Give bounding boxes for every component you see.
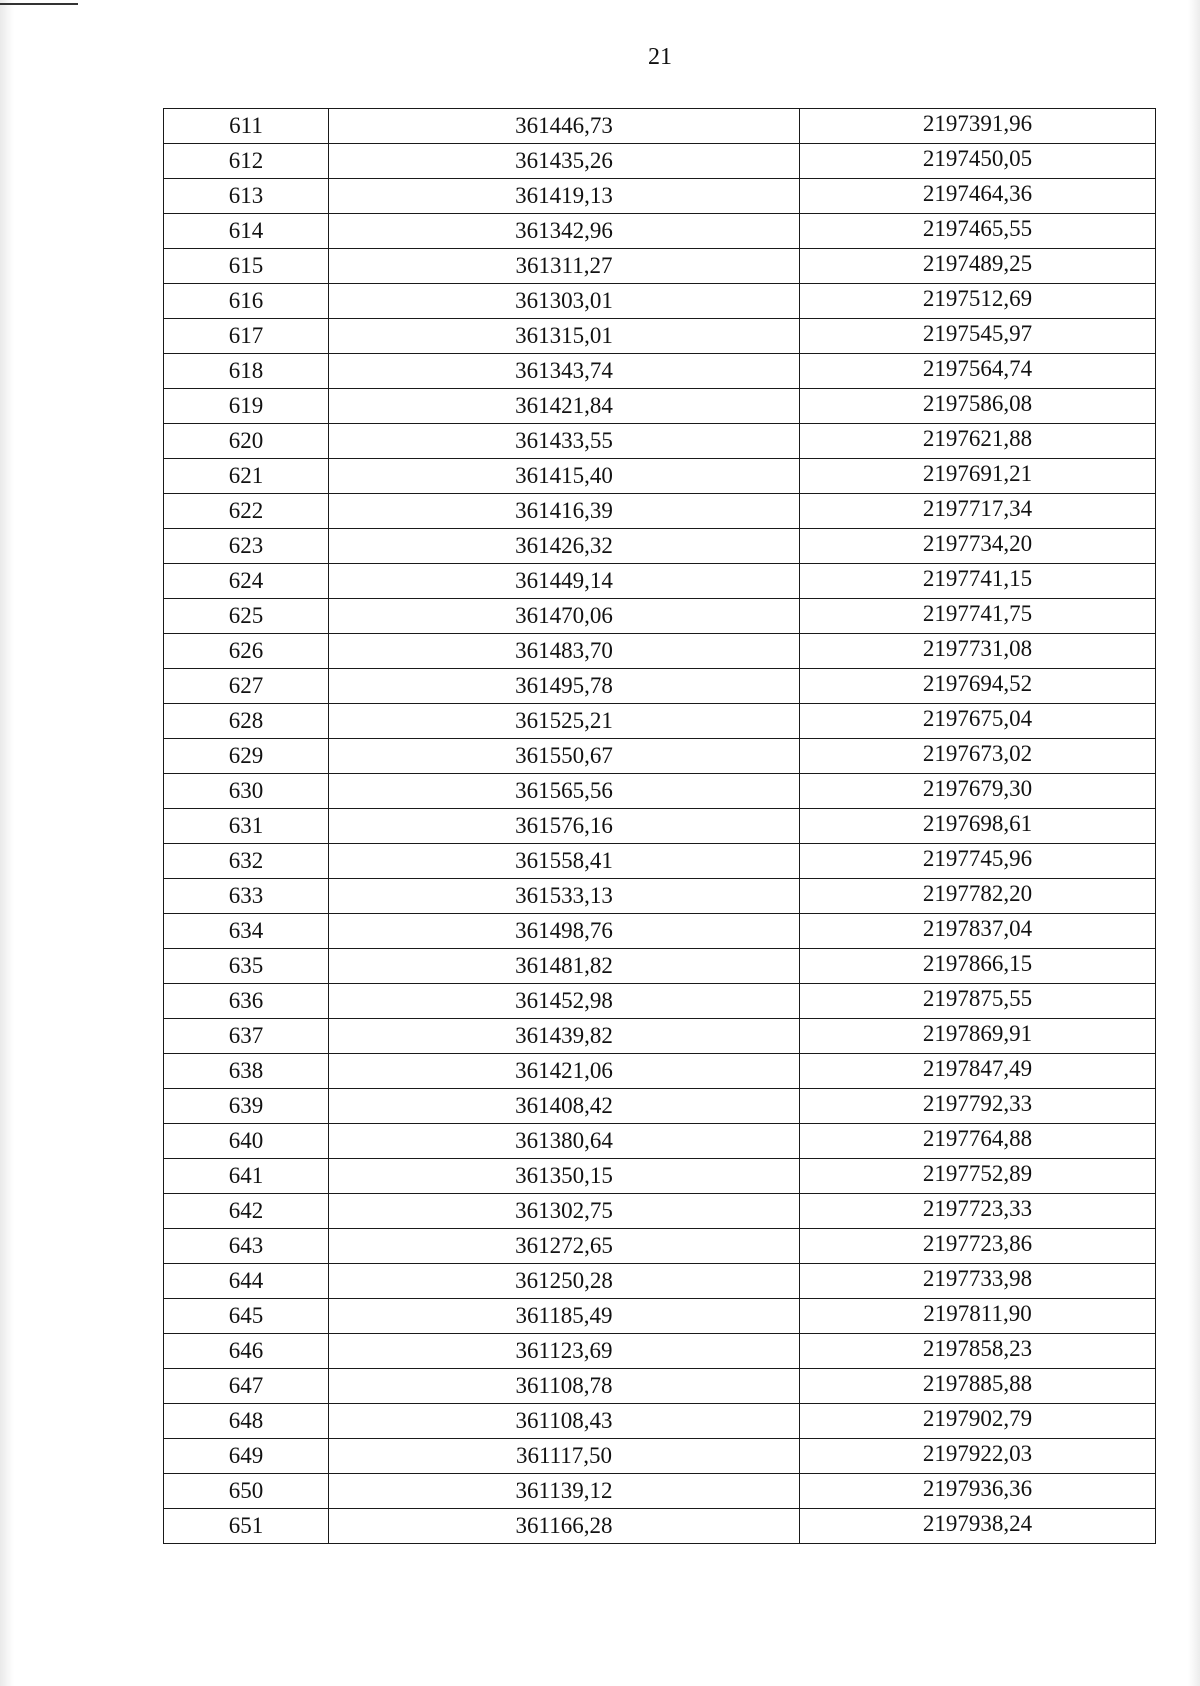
point-number-cell: 645 (164, 1299, 329, 1334)
table-row (164, 529, 1156, 564)
table-row (164, 1159, 1156, 1194)
x-coordinate-cell: 361311,27 (329, 249, 800, 284)
table-row (164, 1124, 1156, 1159)
table-row (164, 284, 1156, 319)
point-number-cell: 620 (164, 424, 329, 459)
y-coordinate-cell: 2197731,08 (800, 634, 1156, 669)
x-coordinate-cell: 361343,74 (329, 354, 800, 389)
x-coordinate-cell: 361565,56 (329, 774, 800, 809)
point-number-cell: 630 (164, 774, 329, 809)
x-coordinate-cell: 361483,70 (329, 634, 800, 669)
y-coordinate-cell: 2197741,15 (800, 564, 1156, 599)
scan-edge-right (1188, 0, 1200, 1686)
x-coordinate-cell: 361416,39 (329, 494, 800, 529)
x-coordinate-cell: 361550,67 (329, 739, 800, 774)
point-number-cell: 626 (164, 634, 329, 669)
y-coordinate-cell: 2197391,96 (800, 109, 1156, 144)
table-row (164, 389, 1156, 424)
x-coordinate-cell: 361108,78 (329, 1369, 800, 1404)
point-number-cell: 638 (164, 1054, 329, 1089)
point-number-cell: 613 (164, 179, 329, 214)
x-coordinate-cell: 361415,40 (329, 459, 800, 494)
x-coordinate-cell: 361426,32 (329, 529, 800, 564)
point-number-cell: 623 (164, 529, 329, 564)
table-row (164, 1089, 1156, 1124)
x-coordinate-cell: 361439,82 (329, 1019, 800, 1054)
x-coordinate-cell: 361452,98 (329, 984, 800, 1019)
table-row (164, 809, 1156, 844)
point-number-cell: 618 (164, 354, 329, 389)
table-row (164, 879, 1156, 914)
x-coordinate-cell: 361470,06 (329, 599, 800, 634)
x-coordinate-cell: 361558,41 (329, 844, 800, 879)
x-coordinate-cell: 361421,84 (329, 389, 800, 424)
y-coordinate-cell: 2197621,88 (800, 424, 1156, 459)
y-coordinate-cell: 2197922,03 (800, 1439, 1156, 1474)
y-coordinate-cell: 2197858,23 (800, 1334, 1156, 1369)
x-coordinate-cell: 361433,55 (329, 424, 800, 459)
point-number-cell: 636 (164, 984, 329, 1019)
table-row (164, 774, 1156, 809)
point-number-cell: 627 (164, 669, 329, 704)
point-number-cell: 616 (164, 284, 329, 319)
table-row (164, 634, 1156, 669)
y-coordinate-cell: 2197586,08 (800, 389, 1156, 424)
corner-mark (0, 3, 78, 5)
y-coordinate-cell: 2197902,79 (800, 1404, 1156, 1439)
y-coordinate-cell: 2197698,61 (800, 809, 1156, 844)
scan-edge-left (0, 0, 14, 1686)
x-coordinate-cell: 361272,65 (329, 1229, 800, 1264)
table-row (164, 704, 1156, 739)
table-row (164, 1439, 1156, 1474)
table-row (164, 1194, 1156, 1229)
page-number: 21 (648, 44, 672, 70)
x-coordinate-cell: 361315,01 (329, 319, 800, 354)
table-row (164, 494, 1156, 529)
table-row (164, 354, 1156, 389)
y-coordinate-cell: 2197694,52 (800, 669, 1156, 704)
x-coordinate-cell: 361481,82 (329, 949, 800, 984)
x-coordinate-cell: 361123,69 (329, 1334, 800, 1369)
y-coordinate-cell: 2197745,96 (800, 844, 1156, 879)
point-number-cell: 625 (164, 599, 329, 634)
table-row (164, 1054, 1156, 1089)
table-row (164, 249, 1156, 284)
x-coordinate-cell: 361108,43 (329, 1404, 800, 1439)
x-coordinate-cell: 361576,16 (329, 809, 800, 844)
point-number-cell: 624 (164, 564, 329, 599)
x-coordinate-cell: 361117,50 (329, 1439, 800, 1474)
point-number-cell: 651 (164, 1509, 329, 1544)
y-coordinate-cell: 2197464,36 (800, 179, 1156, 214)
y-coordinate-cell: 2197512,69 (800, 284, 1156, 319)
x-coordinate-cell: 361495,78 (329, 669, 800, 704)
x-coordinate-cell: 361342,96 (329, 214, 800, 249)
point-number-cell: 641 (164, 1159, 329, 1194)
y-coordinate-cell: 2197734,20 (800, 529, 1156, 564)
table-row (164, 319, 1156, 354)
table-row (164, 214, 1156, 249)
point-number-cell: 635 (164, 949, 329, 984)
y-coordinate-cell: 2197489,25 (800, 249, 1156, 284)
y-coordinate-cell: 2197741,75 (800, 599, 1156, 634)
table-row (164, 949, 1156, 984)
point-number-cell: 612 (164, 144, 329, 179)
y-coordinate-cell: 2197866,15 (800, 949, 1156, 984)
table-row (164, 109, 1156, 144)
y-coordinate-cell: 2197869,91 (800, 1019, 1156, 1054)
table-row (164, 739, 1156, 774)
point-number-cell: 643 (164, 1229, 329, 1264)
table-row (164, 424, 1156, 459)
y-coordinate-cell: 2197465,55 (800, 214, 1156, 249)
y-coordinate-cell: 2197847,49 (800, 1054, 1156, 1089)
x-coordinate-cell: 361408,42 (329, 1089, 800, 1124)
y-coordinate-cell: 2197723,33 (800, 1194, 1156, 1229)
point-number-cell: 617 (164, 319, 329, 354)
point-number-cell: 640 (164, 1124, 329, 1159)
table-row (164, 144, 1156, 179)
y-coordinate-cell: 2197545,97 (800, 319, 1156, 354)
point-number-cell: 633 (164, 879, 329, 914)
table-row (164, 1334, 1156, 1369)
x-coordinate-cell: 361302,75 (329, 1194, 800, 1229)
point-number-cell: 631 (164, 809, 329, 844)
x-coordinate-cell: 361498,76 (329, 914, 800, 949)
y-coordinate-cell: 2197885,88 (800, 1369, 1156, 1404)
y-coordinate-cell: 2197673,02 (800, 739, 1156, 774)
point-number-cell: 642 (164, 1194, 329, 1229)
point-number-cell: 619 (164, 389, 329, 424)
point-number-cell: 649 (164, 1439, 329, 1474)
point-number-cell: 650 (164, 1474, 329, 1509)
x-coordinate-cell: 361380,64 (329, 1124, 800, 1159)
x-coordinate-cell: 361185,49 (329, 1299, 800, 1334)
x-coordinate-cell: 361250,28 (329, 1264, 800, 1299)
y-coordinate-cell: 2197811,90 (800, 1299, 1156, 1334)
point-number-cell: 632 (164, 844, 329, 879)
table-row (164, 984, 1156, 1019)
table-row (164, 1404, 1156, 1439)
point-number-cell: 615 (164, 249, 329, 284)
point-number-cell: 629 (164, 739, 329, 774)
x-coordinate-cell: 361533,13 (329, 879, 800, 914)
y-coordinate-cell: 2197792,33 (800, 1089, 1156, 1124)
x-coordinate-cell: 361435,26 (329, 144, 800, 179)
table-row (164, 1019, 1156, 1054)
table-row (164, 844, 1156, 879)
y-coordinate-cell: 2197675,04 (800, 704, 1156, 739)
point-number-cell: 622 (164, 494, 329, 529)
point-number-cell: 646 (164, 1334, 329, 1369)
y-coordinate-cell: 2197764,88 (800, 1124, 1156, 1159)
point-number-cell: 644 (164, 1264, 329, 1299)
table-row (164, 1474, 1156, 1509)
y-coordinate-cell: 2197752,89 (800, 1159, 1156, 1194)
x-coordinate-cell: 361525,21 (329, 704, 800, 739)
y-coordinate-cell: 2197450,05 (800, 144, 1156, 179)
table-row (164, 599, 1156, 634)
y-coordinate-cell: 2197723,86 (800, 1229, 1156, 1264)
x-coordinate-cell: 361419,13 (329, 179, 800, 214)
point-number-cell: 611 (164, 109, 329, 144)
table-row (164, 179, 1156, 214)
y-coordinate-cell: 2197717,34 (800, 494, 1156, 529)
y-coordinate-cell: 2197875,55 (800, 984, 1156, 1019)
table-row (164, 1229, 1156, 1264)
x-coordinate-cell: 361421,06 (329, 1054, 800, 1089)
y-coordinate-cell: 2197679,30 (800, 774, 1156, 809)
y-coordinate-cell: 2197936,36 (800, 1474, 1156, 1509)
y-coordinate-cell: 2197564,74 (800, 354, 1156, 389)
x-coordinate-cell: 361303,01 (329, 284, 800, 319)
coordinates-table (163, 108, 1156, 1544)
point-number-cell: 614 (164, 214, 329, 249)
table-row (164, 669, 1156, 704)
y-coordinate-cell: 2197938,24 (800, 1509, 1156, 1544)
x-coordinate-cell: 361350,15 (329, 1159, 800, 1194)
point-number-cell: 639 (164, 1089, 329, 1124)
table-row (164, 564, 1156, 599)
point-number-cell: 637 (164, 1019, 329, 1054)
table-row (164, 1369, 1156, 1404)
x-coordinate-cell: 361166,28 (329, 1509, 800, 1544)
table-row (164, 1509, 1156, 1544)
point-number-cell: 648 (164, 1404, 329, 1439)
point-number-cell: 628 (164, 704, 329, 739)
point-number-cell: 634 (164, 914, 329, 949)
table-row (164, 459, 1156, 494)
table-row (164, 914, 1156, 949)
table-row (164, 1299, 1156, 1334)
y-coordinate-cell: 2197691,21 (800, 459, 1156, 494)
x-coordinate-cell: 361446,73 (329, 109, 800, 144)
x-coordinate-cell: 361139,12 (329, 1474, 800, 1509)
x-coordinate-cell: 361449,14 (329, 564, 800, 599)
y-coordinate-cell: 2197733,98 (800, 1264, 1156, 1299)
point-number-cell: 647 (164, 1369, 329, 1404)
coordinates-table-body (164, 109, 1156, 1544)
table-row (164, 1264, 1156, 1299)
y-coordinate-cell: 2197782,20 (800, 879, 1156, 914)
y-coordinate-cell: 2197837,04 (800, 914, 1156, 949)
point-number-cell: 621 (164, 459, 329, 494)
